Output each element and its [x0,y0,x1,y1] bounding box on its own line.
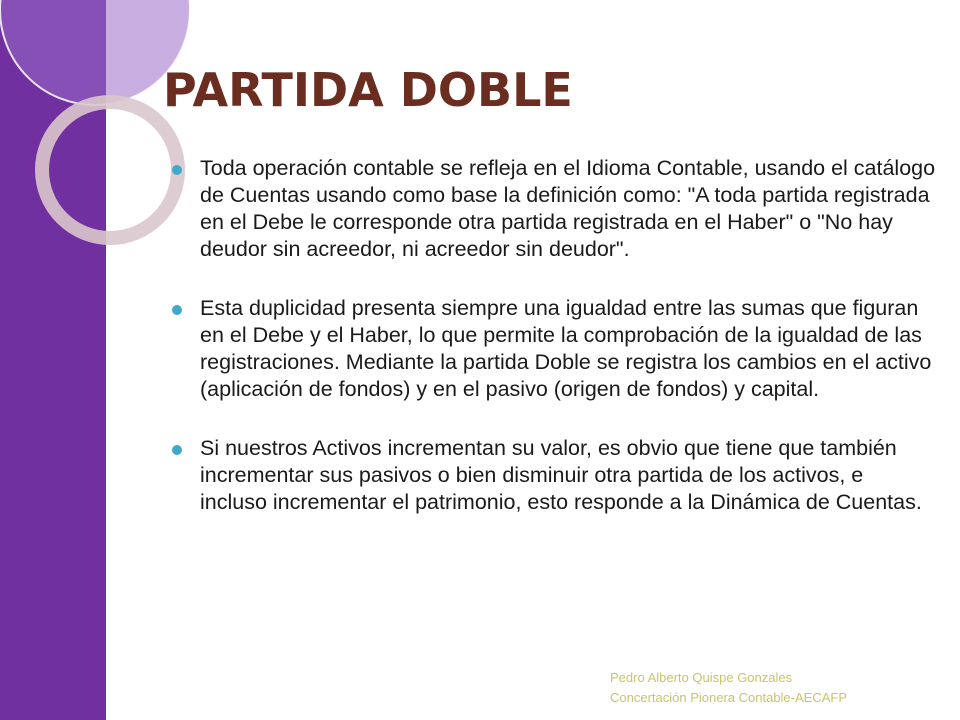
footer-author: Pedro Alberto Quispe Gonzales [610,670,793,685]
bullet-dot-icon [172,445,182,455]
footer-organization: Concertación Pionera Contable-AECAFP [610,690,848,705]
bullet-text: Si nuestros Activos incrementan su valor, es obvio que tiene que también incrementar sus pasivos o bien disminuir otra partida de los activos, e incluso incrementar el patrimonio, esto responde a la Dinámica de Cuentas. [200,436,922,514]
footer [610,668,847,708]
bullet-item [166,155,936,263]
bullet-list [166,155,936,548]
mid-ring [42,102,178,238]
top-circle-fill [0,0,190,105]
bullet-item [166,435,936,516]
slide-title: PARTIDA DOBLE [163,63,573,117]
bullet-text: Esta duplicidad presenta siempre una igualdad entre las sumas que figuran en el Debe y el Haber, lo que permite la comprobación de la igualdad de las registraciones. Mediante la partida Doble se registra los cambios en el activo (aplicación de fondos) y en el pasivo (origen de fondos) y capital. [200,296,932,401]
bullet-dot-icon [172,305,182,315]
bullet-item [166,295,936,403]
bullet-dot-icon [172,165,182,175]
bullet-text: Toda operación contable se refleja en el Idioma Contable, usando el catálogo de Cuentas usando como base la definición como: "A toda partida registrada en el Debe le corresponde otra partida registrada en el Haber" o "No hay deudor sin acreedor, ni acreedor sin deudor". [200,156,936,261]
